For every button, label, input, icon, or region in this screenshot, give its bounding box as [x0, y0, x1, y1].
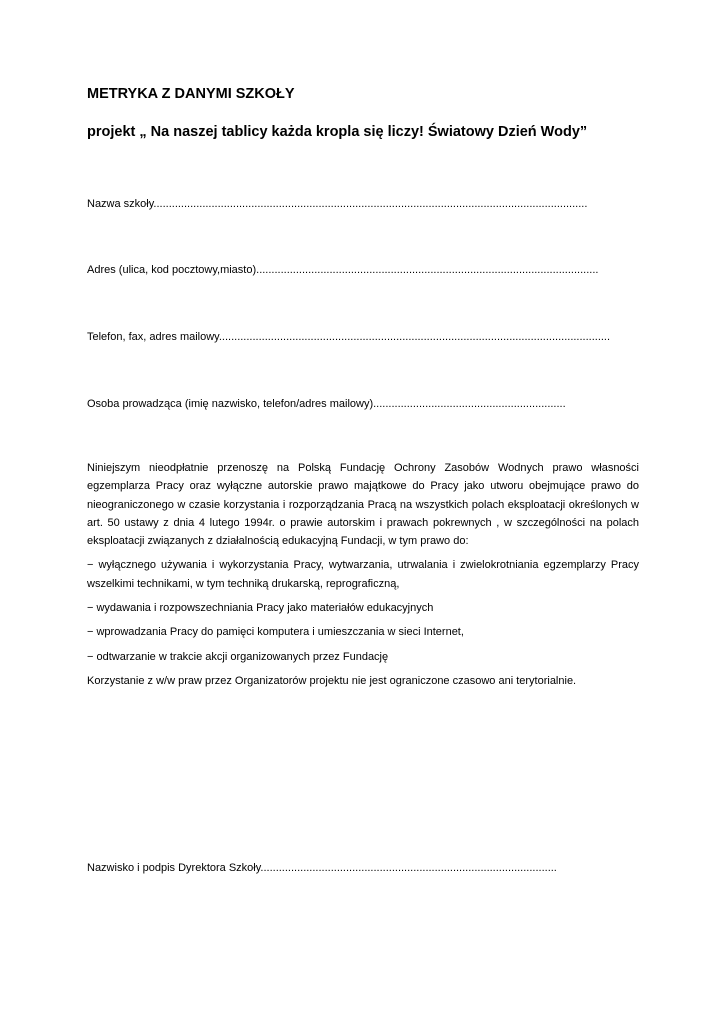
document-page [87, 0, 639, 1024]
declaration-section [87, 459, 639, 690]
rights-item: − wprowadzania Pracy do pamięci komputera i umieszczania w sieci Internet, [87, 626, 464, 639]
rights-item: − wyłącznego używania i wykorzystania Pracy, wytwarzania, utrwalania i zwielokrotniania egzemplarzy Pracy wszelkimi technikami, w tym techniką drukarską, reprograficzną, [87, 559, 639, 590]
address-field: Adres (ulica, kod pocztowy,miasto)................................................................................................................ [87, 264, 599, 276]
document-title: METRYKA Z DANYMI SZKOŁY [87, 86, 295, 102]
document-subtitle: projekt „ Na naszej tablicy każda kropla się liczy! Światowy Dzień Wody” [87, 124, 588, 140]
signature-field: Nazwisko i podpis Dyrektora Szkoły................................................................................................. [87, 862, 557, 874]
contact-field: Telefon, fax, adres mailowy................................................................................................................................ [87, 331, 611, 343]
declaration-paragraph: Niniejszym nieodpłatnie przenoszę na Polską Fundację Ochrony Zasobów Wodnych prawo własności egzemplarza Pracy oraz wyłączne autorskie prawo majątkowe do Pracy jako utworu obejmujące prawo do nieograniczonego w czasie korzystania i rozporządzania Pracą na wszystkich polach eksploatacji określonych w art. 50 ustawy z dnia 4 lutego 1994r. o prawie autorskim i prawach pokrewnych , w szczególności na polach eksploatacji związanych z działalnością edukacyjną Fundacji, w tym prawo do: [87, 462, 639, 548]
rights-item: − wydawania i rozpowszechniania Pracy jako materiałów edukacyjnych [87, 602, 434, 615]
school-name-field: Nazwa szkoły.............................................................................................................................................. [87, 198, 588, 210]
supervisor-field: Osoba prowadząca (imię nazwisko, telefon/adres mailowy)............................................................... [87, 398, 566, 410]
rights-item: − odtwarzanie w trakcie akcji organizowanych przez Fundację [87, 650, 389, 663]
closing-paragraph: Korzystanie z w/w praw przez Organizatorów projektu nie jest ograniczone czasowo ani terytorialnie. [87, 674, 577, 687]
